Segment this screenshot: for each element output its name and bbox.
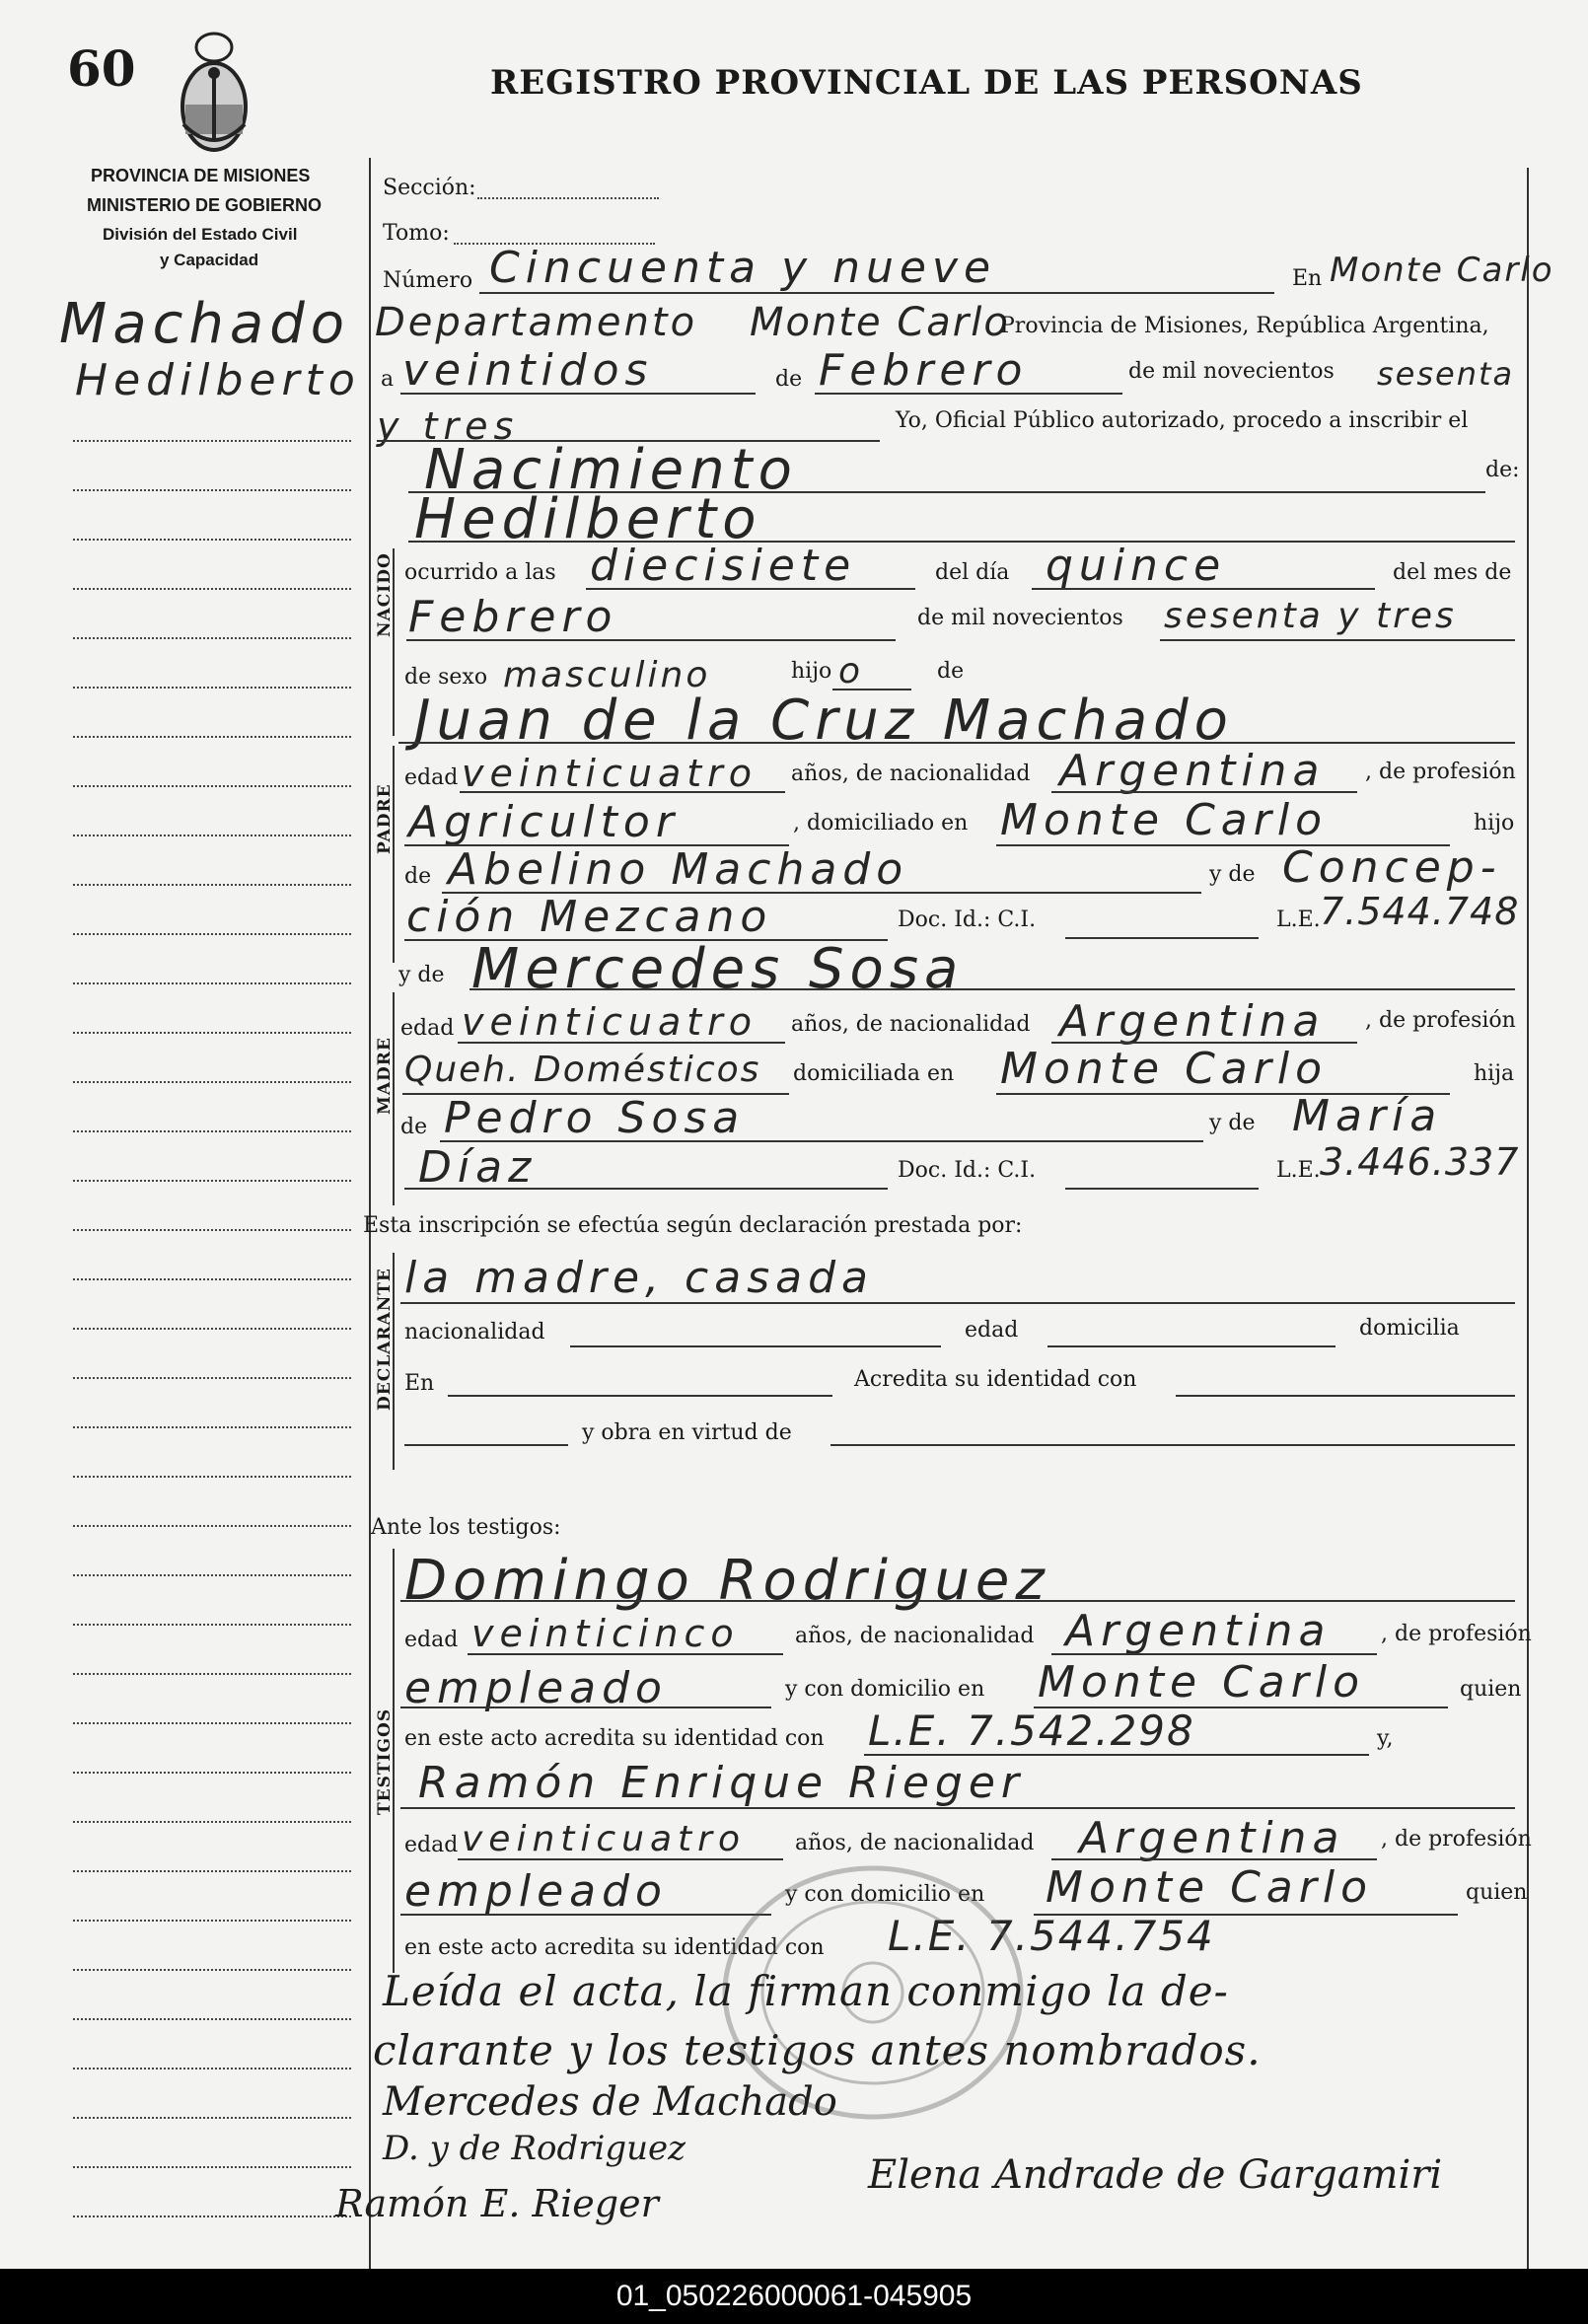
madre-le: 3.446.337: [1320, 1140, 1520, 1184]
firma-1: Mercedes de Machado: [383, 2079, 837, 2125]
label-hija-madre: hija: [1474, 1061, 1515, 1086]
label-quien-t2: quien: [1466, 1880, 1528, 1905]
padre-padre: Abelino Machado: [448, 844, 909, 895]
issuer-line-2: MINISTERIO DE GOBIERNO: [87, 195, 323, 215]
section-tag-padre: PADRE: [375, 783, 395, 854]
record-dia-acta: veintidos: [402, 345, 654, 396]
cierre-linea-1: Leída el acta, la firman conmigo la de-: [383, 1967, 1229, 2015]
madre-nombre: Mercedes Sosa: [471, 937, 965, 1001]
firma-2: D. y de Rodriguez: [383, 2129, 686, 2168]
label-con-domicilio-t2: y con domicilio en: [785, 1882, 985, 1907]
label-edad-madre: edad: [400, 1016, 455, 1041]
testigo2-profesion: empleado: [404, 1866, 668, 1917]
issuer-line-3: División del Estado Civil: [103, 225, 298, 244]
testigo1-domicilio: Monte Carlo: [1038, 1657, 1365, 1707]
label-profesion-padre: , de profesión: [1365, 760, 1516, 784]
label-le-madre: L.E.: [1276, 1158, 1321, 1183]
testigo2-doc: L.E. 7.544.754: [888, 1912, 1215, 1960]
testigo1-nombre: Domingo Rodriguez: [404, 1549, 1050, 1613]
label-edad-t2: edad: [404, 1833, 459, 1857]
right-frame: [1527, 168, 1529, 2269]
record-mes-acta: Febrero: [819, 345, 1029, 396]
label-domiciliado: , domiciliado en: [793, 811, 969, 835]
label-acredita-decl: Acredita su identidad con: [854, 1367, 1137, 1392]
testigo1-nacionalidad: Argentina: [1065, 1606, 1332, 1656]
testigo2-nacionalidad: Argentina: [1079, 1813, 1345, 1863]
record-anio-acta-2: y tres: [377, 404, 520, 448]
margin-surname: Machado: [59, 292, 351, 356]
madre-edad: veinticuatro: [462, 1000, 758, 1044]
label-le-padre: L.E.: [1276, 908, 1321, 932]
padre-nacionalidad: Argentina: [1059, 746, 1326, 796]
padre-profesion: Agricultor: [408, 797, 680, 847]
record-nombre: Hedilberto: [414, 487, 762, 551]
record-lugar: Monte Carlo: [1330, 251, 1554, 290]
madre-profesion: Queh. Domésticos: [404, 1050, 761, 1090]
declarante-texto: la madre, casada: [404, 1253, 874, 1303]
label-de-colon: de:: [1485, 458, 1520, 482]
record-anio-acta-1: sesenta: [1377, 355, 1515, 393]
label-de-mil: de mil novecientos: [1128, 359, 1335, 384]
record-sexo: masculino: [503, 655, 711, 695]
label-ante-testigos: Ante los testigos:: [371, 1515, 561, 1540]
madre-domicilio: Monte Carlo: [1000, 1044, 1328, 1094]
record-departamento: Monte Carlo: [750, 300, 1010, 345]
record-numero: Cincuenta y nueve: [489, 243, 997, 293]
label-y-obra: y obra en virtud de: [582, 1420, 792, 1445]
padre-domicilio: Monte Carlo: [1000, 795, 1328, 845]
label-domiciliada: domiciliada en: [793, 1061, 955, 1086]
padre-le: 7.544.748: [1320, 890, 1520, 933]
label-hijo-padre: hijo: [1474, 811, 1515, 835]
padre-nombre: Juan de la Cruz Machado: [414, 689, 1234, 753]
firma-3: Ramón E. Rieger: [335, 2182, 659, 2225]
label-de-padre: de: [404, 864, 432, 889]
label-doc-madre: Doc. Id.: C.I.: [898, 1158, 1037, 1183]
madre-madre-1: María: [1292, 1091, 1443, 1141]
label-seccion: Sección:: [383, 176, 476, 200]
label-y-de-madre-2: y de: [1209, 1111, 1256, 1135]
madre-madre-2: Díaz: [418, 1142, 538, 1193]
padre-madre-2: ción Mezcano: [406, 892, 773, 942]
padre-madre-1: Concep-: [1282, 842, 1502, 893]
label-doc-padre: Doc. Id.: C.I.: [898, 908, 1037, 932]
testigo2-domicilio: Monte Carlo: [1046, 1862, 1373, 1913]
record-hora: diecisiete: [590, 541, 857, 591]
label-de-1: de: [775, 367, 803, 392]
section-tag-testigos: TESTIGOS: [375, 1707, 395, 1815]
testigo1-profesion: empleado: [404, 1663, 668, 1713]
label-profesion-madre: , de profesión: [1365, 1008, 1516, 1033]
label-anios-nac-madre: años, de nacionalidad: [791, 1012, 1031, 1037]
label-domicilia-decl: domicilia: [1359, 1316, 1460, 1341]
label-tomo: Tomo:: [383, 221, 450, 246]
label-de-madre: de: [400, 1115, 428, 1139]
testigo1-edad: veinticinco: [471, 1612, 740, 1655]
madre-nacionalidad: Argentina: [1059, 996, 1326, 1047]
coat-of-arms-icon: [170, 30, 258, 158]
document-title: REGISTRO PROVINCIAL DE LAS PERSONAS: [490, 63, 1363, 103]
label-acredita-t2: en este acto acredita su identidad con: [404, 1935, 825, 1960]
label-con-domicilio-t1: y con domicilio en: [785, 1677, 985, 1702]
label-nacionalidad-decl: nacionalidad: [404, 1320, 545, 1344]
label-hijo: hijo: [791, 659, 832, 684]
label-y-comma: y,: [1377, 1726, 1394, 1751]
label-numero: Número: [383, 268, 473, 293]
section-padre-box: [393, 746, 395, 963]
section-tag-madre: MADRE: [375, 1037, 395, 1115]
label-quien-t1: quien: [1460, 1677, 1522, 1702]
label-profesion-t1: , de profesión: [1381, 1622, 1532, 1646]
page-number: 60: [67, 39, 136, 98]
label-departamento: Departamento: [375, 300, 698, 345]
label-acredita-t1: en este acto acredita su identidad con: [404, 1726, 825, 1751]
label-en: En: [1292, 266, 1323, 291]
testigo1-doc: L.E. 7.542.298: [868, 1707, 1195, 1755]
firma-4: Elena Andrade de Gargamiri: [868, 2152, 1443, 2198]
padre-edad: veinticuatro: [462, 752, 758, 795]
label-y-de-madre: y de: [398, 963, 445, 987]
label-ocurrido: ocurrido a las: [404, 560, 556, 585]
label-profesion-t2: , de profesión: [1381, 1827, 1532, 1852]
label-edad-padre: edad: [404, 765, 459, 790]
label-anios-nac-padre: años, de nacionalidad: [791, 762, 1031, 786]
label-anios-nac-t2: años, de nacionalidad: [795, 1831, 1035, 1855]
record-anio-nac: sesenta y tres: [1164, 596, 1457, 636]
margin-given-name: Hedilberto: [75, 355, 361, 405]
label-declaracion: Esta inscripción se efectúa según declaración prestada por:: [363, 1213, 1023, 1238]
label-de-2: de: [937, 659, 965, 684]
issuer-line-1: PROVINCIA DE MISIONES: [91, 166, 311, 185]
label-y-de-padre: y de: [1209, 862, 1256, 887]
record-mes-nac: Febrero: [408, 592, 618, 642]
label-del-mes: del mes de: [1393, 560, 1512, 585]
section-tag-declarante: DECLARANTE: [375, 1268, 395, 1411]
record-dia-nac: quince: [1046, 541, 1227, 591]
testigo2-nombre: Ramón Enrique Rieger: [418, 1758, 1026, 1808]
label-yo-oficial: Yo, Oficial Público autorizado, procedo a inscribir el: [896, 408, 1469, 433]
label-provincia: Provincia de Misiones, República Argentina,: [1000, 314, 1489, 338]
madre-padre: Pedro Sosa: [444, 1093, 746, 1143]
footer-id: 01_050226000061-045905: [0, 2269, 1588, 2324]
record-tipo: Nacimiento: [424, 438, 798, 502]
section-tag-nacido: NACIDO: [375, 552, 395, 637]
label-a: a: [381, 367, 395, 392]
label-hijo-suffix: o: [838, 651, 867, 691]
label-edad-decl: edad: [965, 1318, 1019, 1343]
label-de-mil-nac: de mil novecientos: [917, 606, 1123, 630]
testigo2-edad: veinticuatro: [462, 1819, 746, 1859]
label-en-decl: En: [404, 1371, 435, 1396]
label-de-sexo: de sexo: [404, 665, 488, 690]
label-del-dia: del día: [935, 560, 1010, 585]
issuer-line-4: y Capacidad: [160, 251, 259, 269]
label-edad-t1: edad: [404, 1628, 459, 1652]
label-anios-nac-t1: años, de nacionalidad: [795, 1624, 1035, 1648]
cierre-linea-2: clarante y los testigos antes nombrados.: [373, 2026, 1262, 2074]
